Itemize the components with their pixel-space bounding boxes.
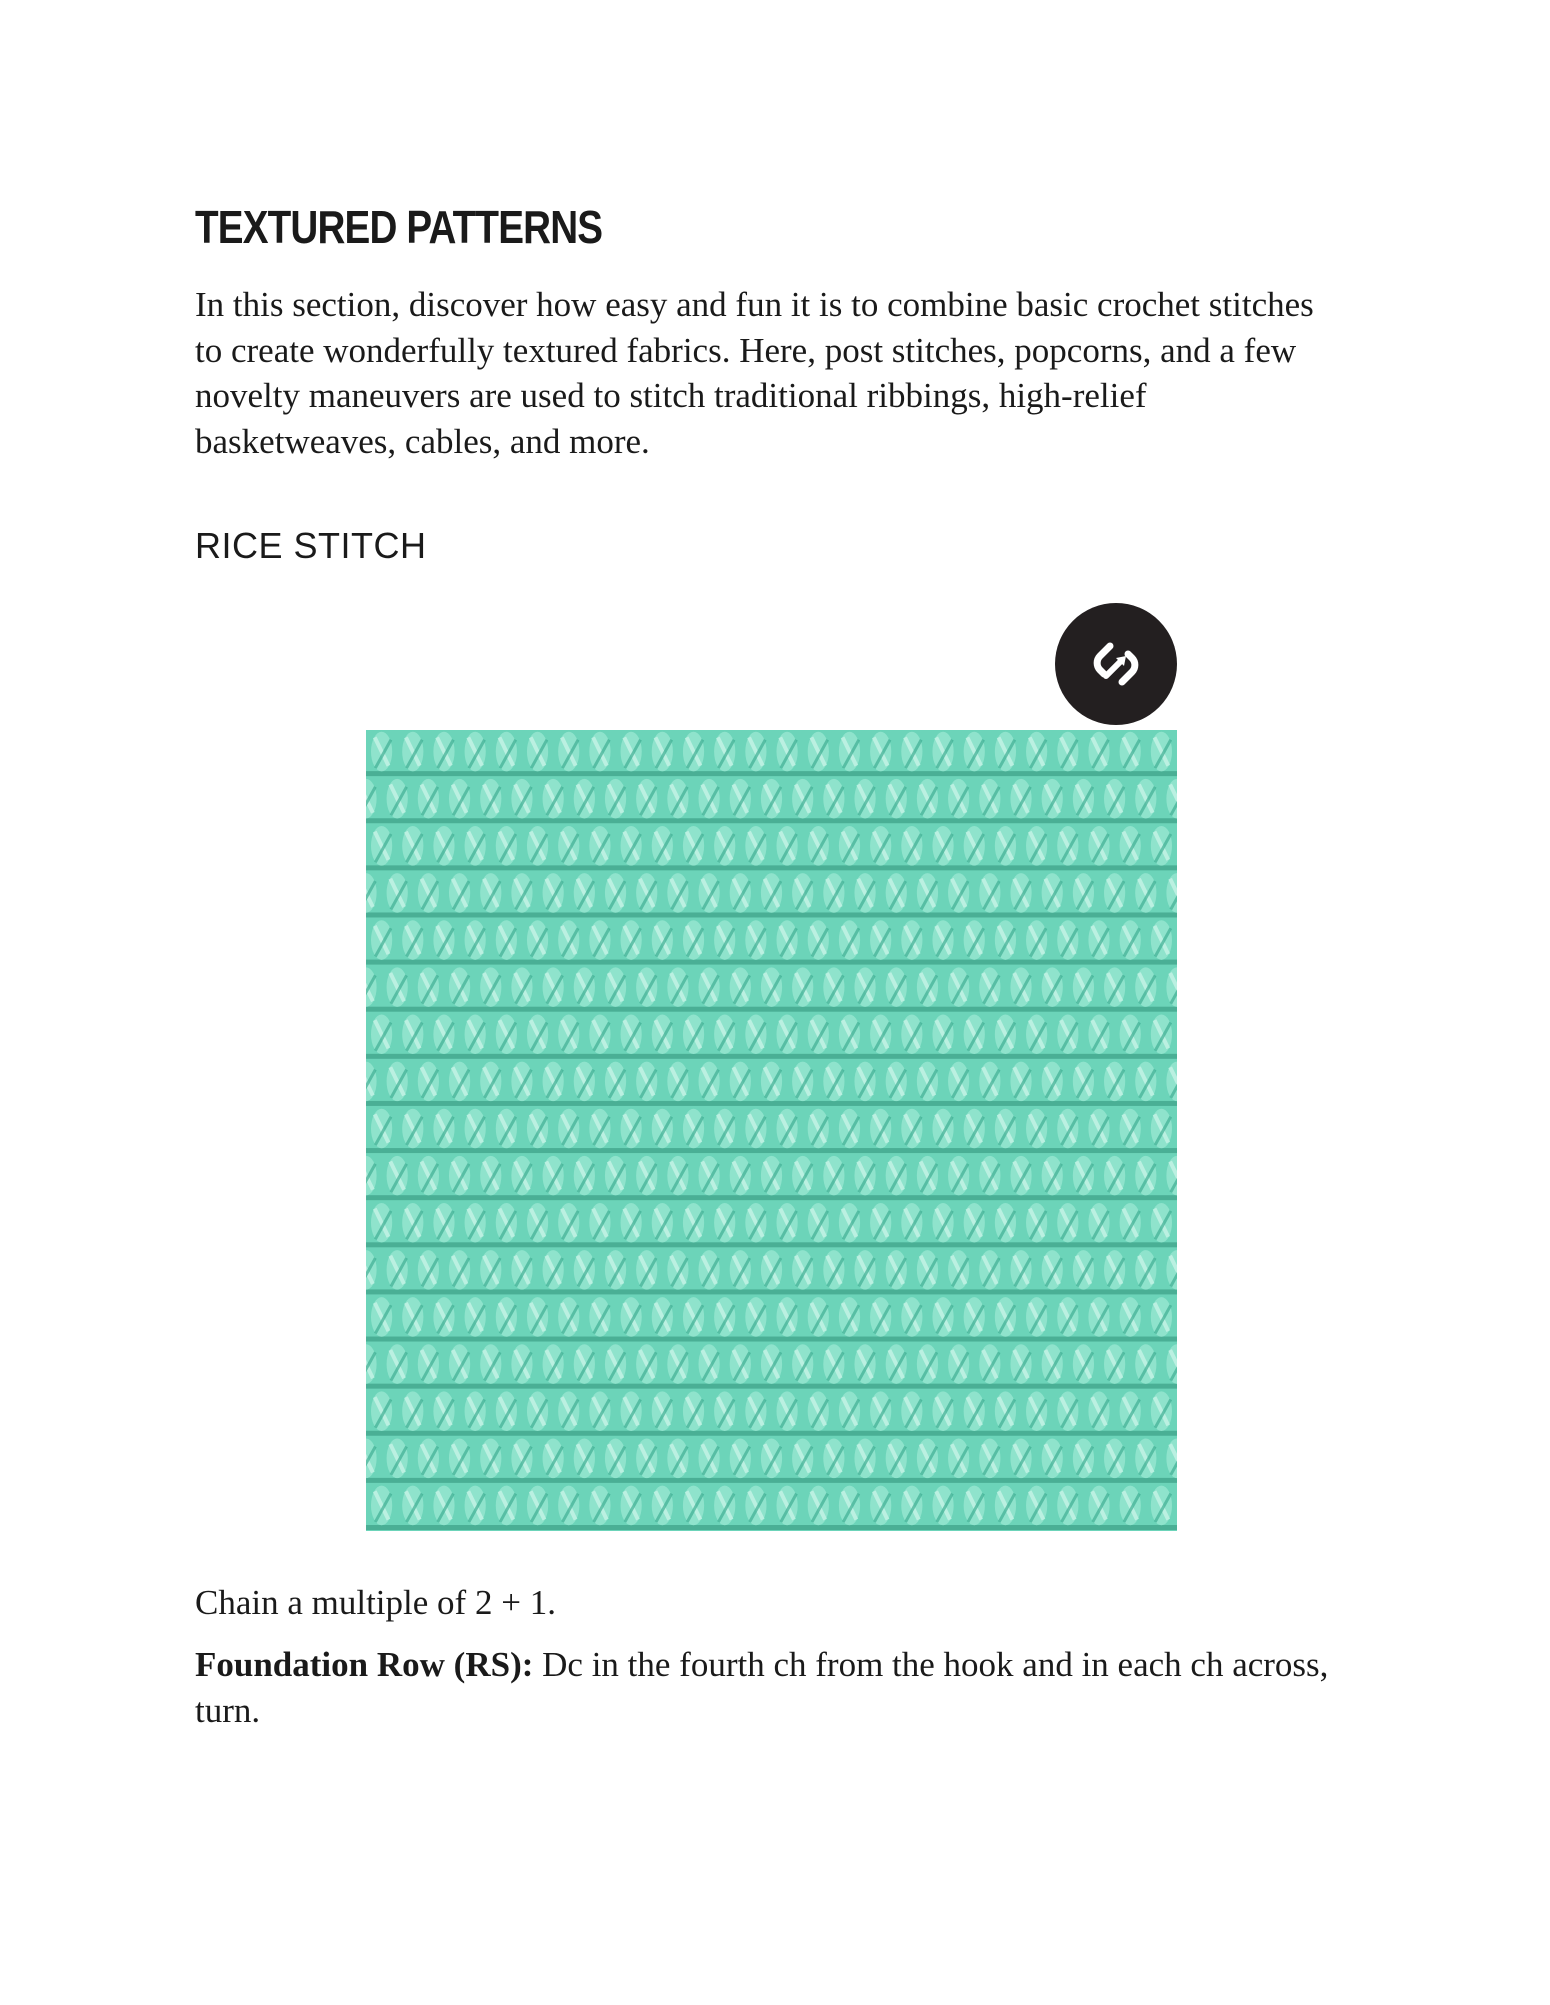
chain-instruction: Chain a multiple of 2 + 1. (195, 1583, 556, 1622)
stitch-title: RICE STITCH (195, 525, 427, 566)
rice-stitch-swatch-image (366, 730, 1177, 1531)
crochet-texture (366, 730, 1177, 1531)
foundation-row-instruction (195, 1642, 1335, 1733)
foundation-row-label: Foundation Row (RS): (195, 1645, 534, 1684)
section-title: TEXTURED PATTERNS (195, 201, 603, 253)
reversible-icon-glyph (1076, 624, 1156, 704)
foundation-row-text: Dc in the fourth ch from the hook and in each ch across, turn. (195, 1645, 1329, 1730)
reversible-icon (1055, 603, 1177, 725)
intro-paragraph: In this section, discover how easy and fun it is to combine basic crochet stitches to create wonderfully textured fabrics. Here, post stitches, popcorns, and a few novelty maneuvers are used to stitch traditional ribbings, high-relief basketweaves, cables, and more. (195, 285, 1314, 461)
